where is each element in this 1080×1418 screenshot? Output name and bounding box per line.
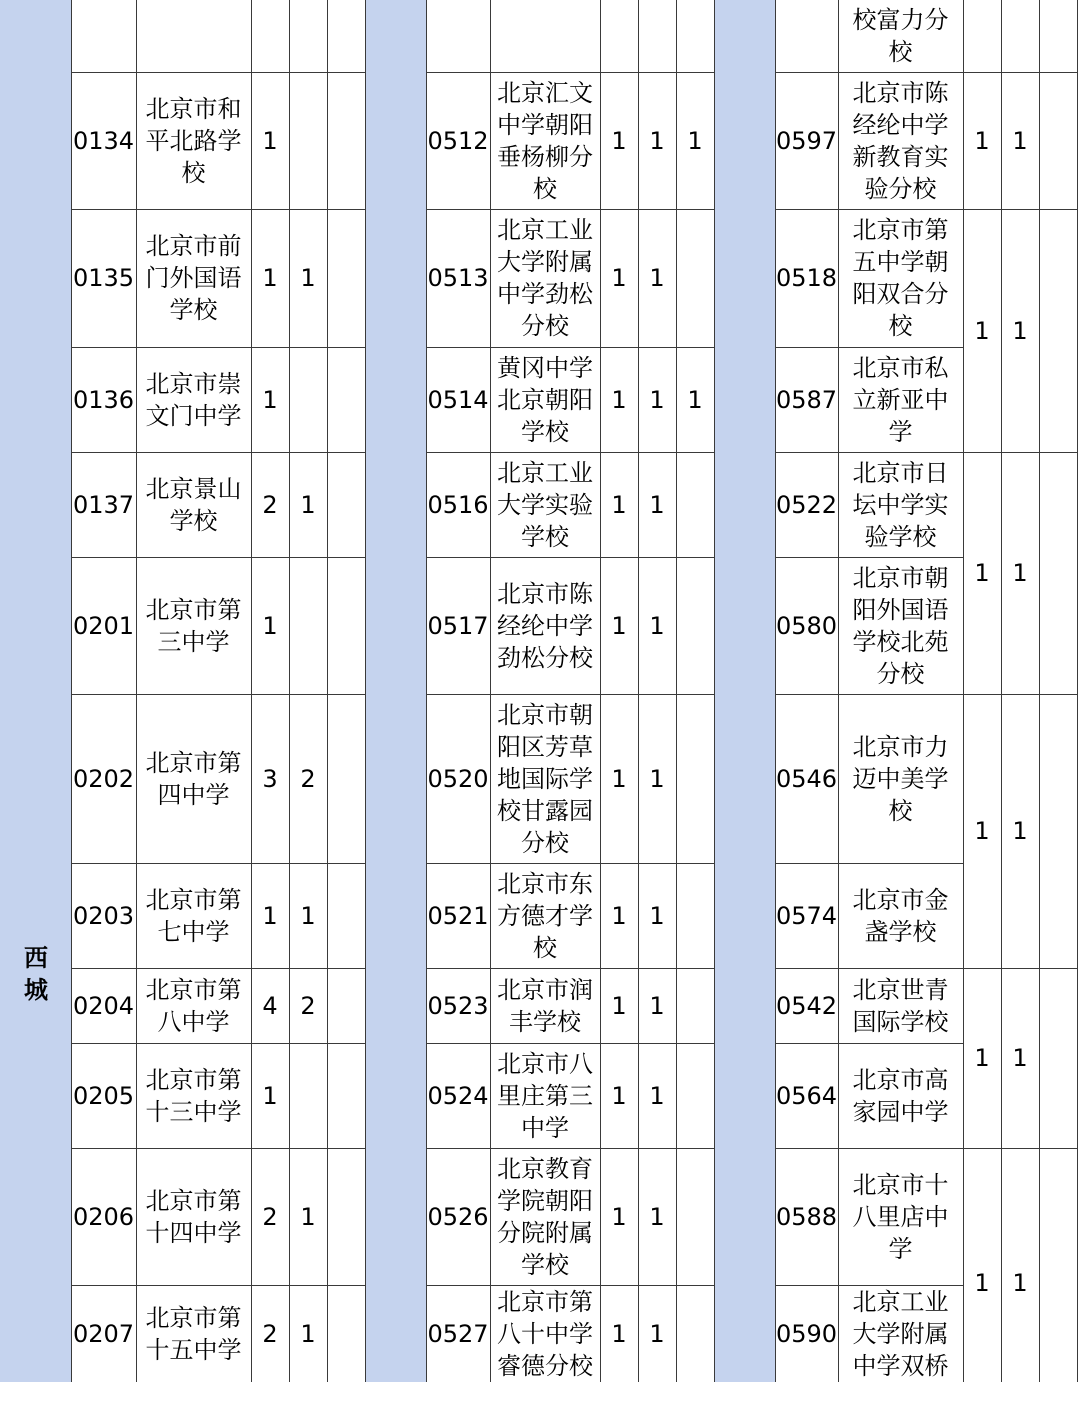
grid-hline-left [71,694,366,695]
grid-hline-right-names [775,1043,964,1044]
left-row-count-b [289,1043,327,1148]
grid-hline-right-counts [963,72,1078,73]
grid-hline-left [71,1148,366,1149]
middle-row-count-c [676,1043,714,1148]
left-row-count-a [251,0,289,72]
left-row-school-name [136,0,251,72]
left-row-code: 0202 [72,764,135,793]
left-row-count-a: 1 [262,901,278,930]
left-row-code: 0204 [72,991,135,1020]
right-row-school-name: 北京世青国际学校 [852,975,949,1036]
middle-row-count-b: 1 [649,1081,665,1110]
middle-row-count-a: 1 [611,264,627,292]
right-row-code: 0580 [775,611,838,640]
grid-vline [838,0,839,1382]
middle-row-code: 0517 [427,611,489,640]
right-group-count-a: 1 [974,1044,990,1072]
grid-vline [490,0,491,1382]
left-row-school-name: 北京市第四中学 [145,748,242,809]
middle-row-code: 0524 [427,1081,489,1110]
left-row-count-a: 3 [262,764,278,793]
right-row-school-name: 北京市第五中学朝阳双合分校 [852,216,949,340]
middle-row-count-c [676,557,714,694]
middle-row-school-name: 北京市东方德才学校 [497,869,593,962]
right-row-school-name: 北京市金盏学校 [852,885,949,946]
left-row-count-a: 1 [262,126,278,155]
left-row-count-b [289,557,327,694]
district-band-top [0,0,71,557]
right-row-code: 0590 [775,1319,838,1348]
left-row-count-b [289,72,327,209]
right-row-school-name: 北京工业大学附属中学双桥 [852,1287,949,1380]
right-row-school-name: 校富力分校 [852,6,949,66]
left-row-school-name: 北京市第十四中学 [145,1186,242,1247]
left-row-count-a: 2 [262,1319,278,1348]
right-row-school-name: 北京市十八里店中学 [852,1170,949,1263]
middle-row-code: 0526 [427,1202,489,1231]
middle-row-school-name: 北京工业大学附属中学劲松分校 [497,216,593,340]
left-row-count-a: 1 [262,1081,278,1110]
left-row-school-name: 北京市第十五中学 [145,1303,242,1364]
grid-hline-right-names [775,863,964,864]
middle-row-count-b: 1 [649,1202,665,1231]
grid-hline-right-counts [963,452,1078,453]
right-group-count-b: 1 [1012,316,1028,345]
left-row-count-b: 2 [300,991,316,1020]
grid-vline [775,0,776,1382]
middle-row-school-name: 北京教育学院朝阳分院附属学校 [497,1154,593,1279]
left-row-code: 0203 [72,901,135,930]
middle-row-count-c: 1 [687,385,703,414]
grid-hline-left [71,863,366,864]
middle-row-school-name [490,0,600,72]
grid-vline [714,0,715,1382]
middle-row-count-b: 1 [649,1319,665,1348]
middle-row-count-a: 1 [611,1319,627,1348]
middle-row-school-name: 北京工业大学实验学校 [497,458,593,551]
middle-row-count-a: 1 [611,991,627,1020]
grid-vline [327,0,328,1382]
grid-vline [426,0,427,1382]
middle-row-count-a: 1 [611,385,627,414]
grid-hline-right-names [775,452,964,453]
grid-vline [1039,0,1040,1382]
middle-row-count-b [638,0,676,72]
left-row-school-name: 北京市第七中学 [145,885,242,946]
middle-row-count-b: 1 [649,611,665,640]
middle-row-code: 0520 [427,764,489,793]
right-row-code: 0564 [775,1081,838,1110]
right-group-count-b: 1 [1012,126,1028,155]
middle-row-code [426,0,490,72]
right-row-code: 0522 [775,490,838,519]
middle-row-count-a: 1 [611,1202,627,1231]
left-row-code: 0136 [72,385,135,414]
middle-row-count-c [676,863,714,968]
left-row-count-b [289,0,327,72]
left-row-code: 0207 [72,1319,135,1348]
right-group-count-a: 1 [974,817,990,845]
grid-vline [963,0,964,1382]
grid-hline-middle [426,694,715,695]
right-group-count-b: 1 [1012,1044,1028,1072]
left-row-count-a: 4 [262,991,278,1020]
right-group-count-a: 1 [974,126,990,155]
right-row-code: 0546 [775,764,838,793]
middle-row-code: 0521 [427,901,489,930]
grid-hline-left [71,1043,366,1044]
left-row-count-b: 2 [300,764,316,793]
middle-row-count-b: 1 [649,126,665,155]
middle-row-school-name: 北京市八里庄第三中学 [497,1049,593,1142]
middle-row-count-b: 1 [649,901,665,930]
grid-vline [1077,0,1078,1382]
middle-row-school-name: 北京汇文中学朝阳垂杨柳分校 [497,78,593,203]
middle-row-count-a: 1 [611,490,627,519]
left-row-code: 0205 [72,1081,135,1110]
middle-row-count-a: 1 [611,764,627,793]
middle-row-code: 0516 [427,490,489,519]
middle-row-code: 0512 [427,126,489,155]
grid-vline [365,0,366,1382]
middle-row-count-b: 1 [649,385,665,414]
left-row-count-b: 1 [300,901,316,930]
grid-hline-middle [426,863,715,864]
grid-hline-middle [426,1148,715,1149]
middle-row-count-c [676,968,714,1043]
left-row-school-name: 北京市崇文门中学 [145,369,242,430]
left-row-code: 0137 [72,490,135,519]
middle-row-school-name: 黄冈中学北京朝阳学校 [497,353,593,446]
right-group-count-b: 1 [1012,1269,1028,1297]
grid-hline-middle [426,347,715,348]
right-group-count-a: 1 [974,316,990,345]
grid-hline-right-names [775,1285,964,1286]
right-group-count-b: 1 [1012,559,1028,587]
grid-hline-right-counts [963,1148,1078,1149]
left-row-count-a: 2 [262,1202,278,1231]
left-row-count-a: 1 [262,385,278,414]
left-row-code: 0135 [72,264,135,292]
grid-hline-right-counts [963,968,1078,969]
left-row-count-b: 1 [300,1319,316,1348]
left-row-count-b [289,347,327,452]
grid-hline-middle [426,452,715,453]
left-row-count-b: 1 [300,490,316,519]
middle-row-count-c [676,0,714,72]
grid-hline-left [71,557,366,558]
district-label-xicheng: 西 城 [24,944,48,1004]
separator-band-left [365,0,426,1382]
right-row-school-name: 北京市陈经纶中学新教育实验分校 [852,78,949,203]
grid-vline [289,0,290,1382]
right-row-code: 0518 [775,264,838,292]
middle-row-count-b: 1 [649,490,665,519]
grid-hline-left [71,968,366,969]
middle-row-school-name: 北京市陈经纶中学劲松分校 [497,579,593,672]
grid-hline-middle [426,1043,715,1044]
right-row-school-name: 北京市力迈中美学校 [852,732,949,825]
middle-row-count-a: 1 [611,901,627,930]
left-row-code: 0206 [72,1202,135,1231]
grid-hline-middle [426,72,715,73]
middle-row-count-a: 1 [611,1081,627,1110]
left-row-code: 0201 [72,611,135,640]
left-row-school-name: 北京市和平北路学校 [145,94,242,187]
middle-row-code: 0523 [427,991,489,1020]
right-row-school-name: 北京市日坛中学实验学校 [852,458,949,551]
left-row-count-a: 2 [262,490,278,519]
right-group-count-b: 1 [1012,817,1028,845]
right-group-count-b [1001,0,1039,72]
right-row-school-name: 北京市私立新亚中学 [852,353,949,446]
right-row-code [775,0,838,72]
middle-row-count-b: 1 [649,264,665,292]
grid-hline-middle [426,557,715,558]
left-row-school-name: 北京市第八中学 [145,975,242,1036]
grid-hline-left [71,72,366,73]
left-row-count-a: 1 [262,264,278,292]
left-row-school-name: 北京市第三中学 [145,595,242,656]
right-row-school-name: 北京市高家园中学 [852,1065,949,1126]
grid-vline [136,0,137,1382]
middle-row-count-a: 1 [611,126,627,155]
grid-hline-middle [426,1285,715,1286]
right-row-code: 0588 [775,1202,838,1231]
middle-row-count-c [676,1148,714,1285]
grid-hline-left [71,209,366,210]
right-row-school-name: 北京市朝阳外国语学校北苑分校 [852,563,949,688]
middle-row-count-c [676,694,714,863]
middle-row-count-c [676,1285,714,1382]
middle-row-school-name: 北京市第八十中学睿德分校 [497,1287,593,1380]
middle-row-code: 0514 [427,385,489,414]
grid-hline-middle [426,209,715,210]
middle-row-school-name: 北京市润丰学校 [497,975,593,1036]
grid-vline [638,0,639,1382]
left-row-school-name: 北京市第十三中学 [145,1065,242,1126]
left-row-count-b: 1 [300,1202,316,1231]
right-row-code: 0574 [775,901,838,930]
left-row-count-b: 1 [300,264,316,292]
grid-vline [600,0,601,1382]
grid-vline [71,0,72,1382]
left-row-code: 0134 [72,126,135,155]
grid-vline [676,0,677,1382]
middle-row-count-c [676,452,714,557]
left-row-school-name: 北京景山学校 [145,474,242,535]
grid-vline [251,0,252,1382]
right-row-code: 0587 [775,385,838,414]
middle-row-count-c [676,209,714,347]
middle-row-count-b: 1 [649,764,665,793]
grid-hline-right-names [775,968,964,969]
middle-row-code: 0527 [427,1319,489,1348]
grid-hline-right-names [775,557,964,558]
left-row-count-a: 1 [262,611,278,640]
grid-hline-right-names [775,347,964,348]
right-group-count-a: 1 [974,1269,990,1297]
grid-hline-left [71,347,366,348]
grid-hline-left [71,1285,366,1286]
grid-hline-right-counts [963,209,1078,210]
grid-hline-left [71,452,366,453]
middle-row-count-a: 1 [611,611,627,640]
right-group-count-a [963,0,1001,72]
grid-hline-middle [426,968,715,969]
grid-hline-right-names [775,694,964,695]
middle-row-code: 0513 [427,264,489,292]
middle-row-count-a [600,0,638,72]
right-row-code: 0542 [775,991,838,1020]
separator-band-right [714,0,775,1382]
right-group-count-a: 1 [974,559,990,587]
left-row-school-name: 北京市前门外国语学校 [145,232,242,324]
grid-hline-right-names [775,209,964,210]
middle-row-count-c: 1 [687,126,703,155]
middle-row-count-b: 1 [649,991,665,1020]
grid-hline-right-counts [963,694,1078,695]
right-row-code: 0597 [775,126,838,155]
middle-row-school-name: 北京市朝阳区芳草地国际学校甘露园分校 [497,700,593,857]
grid-hline-right-names [775,72,964,73]
grid-hline-right-names [775,1148,964,1149]
grid-vline [1001,0,1002,1382]
left-row-code [71,0,136,72]
